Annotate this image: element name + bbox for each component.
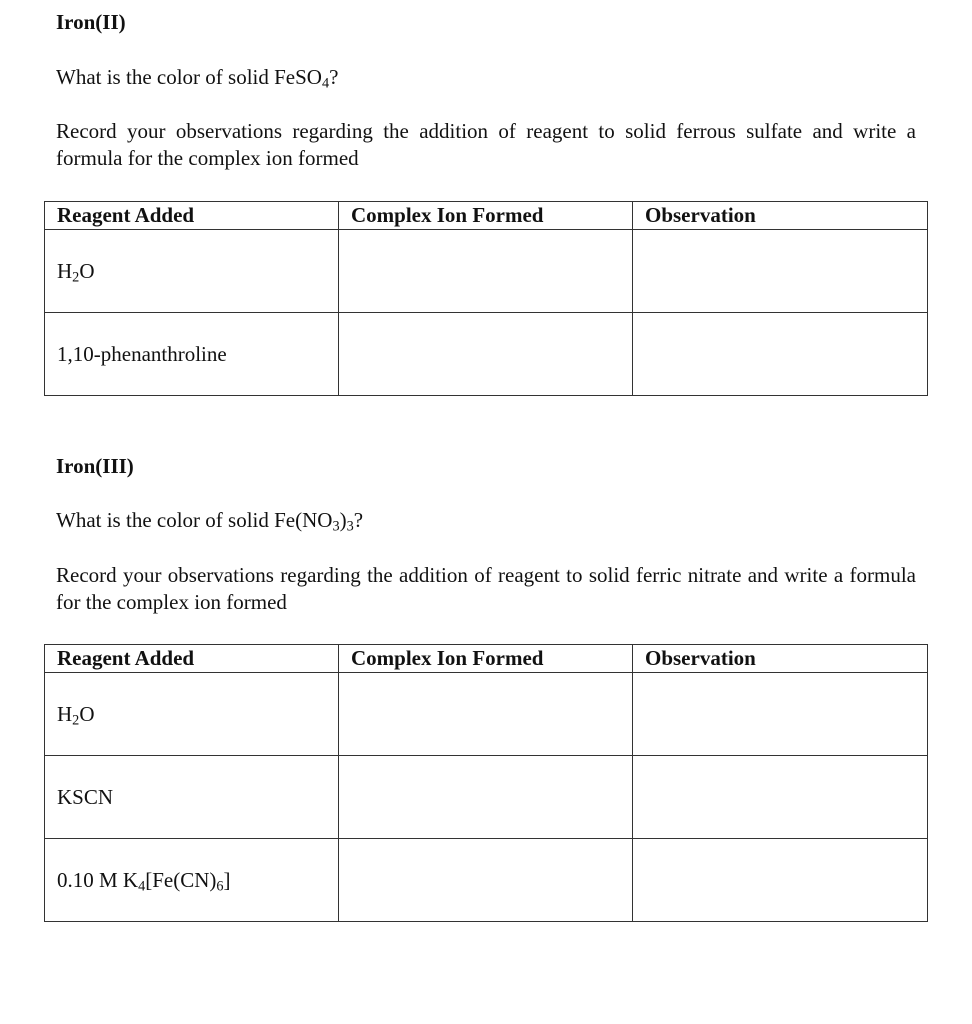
- observation-cell[interactable]: [633, 839, 928, 922]
- reagent-cell-ferrocyanide: 0.10 M $K_4[Fe(CN)_6]$: [45, 839, 339, 922]
- observation-table-iron-iii: [44, 644, 928, 922]
- header-reagent-added: Reagent Added: [45, 645, 339, 673]
- observation-cell[interactable]: [633, 673, 928, 756]
- observation-cell[interactable]: [633, 756, 928, 839]
- header-observation: Observation: [633, 202, 928, 230]
- complex-ion-cell[interactable]: [339, 839, 633, 922]
- observation-cell[interactable]: [633, 313, 928, 396]
- header-observation: Observation: [633, 645, 928, 673]
- complex-ion-cell[interactable]: [339, 673, 633, 756]
- table-row: [45, 313, 928, 396]
- complex-ion-cell[interactable]: [339, 756, 633, 839]
- header-reagent-added: Reagent Added: [45, 202, 339, 230]
- complex-ion-cell[interactable]: [339, 230, 633, 313]
- observation-table-iron-ii: [44, 201, 928, 396]
- table-header-row: [45, 202, 928, 230]
- table-row: [45, 673, 928, 756]
- question-color-feso4: What is the color of solid FeSO$_4$?: [56, 65, 339, 92]
- reagent-cell-h2o: $H_2O$: [45, 673, 339, 756]
- instructions-ferrous-sulfate: Record your observations regarding the addition of reagent to solid ferrous sulfate and write a formula for the complex ion formed: [56, 119, 916, 170]
- table-row: [45, 756, 928, 839]
- section-heading-iron-iii: Iron(III): [56, 454, 134, 478]
- section-heading-iron-ii: Iron(II): [56, 10, 126, 34]
- instructions-ferric-nitrate: Record your observations regarding the addition of reagent to solid ferric nitrate and write a formula for the complex ion formed: [56, 563, 916, 614]
- table-header-row: [45, 645, 928, 673]
- complex-ion-cell[interactable]: [339, 313, 633, 396]
- header-complex-ion-formed: Complex Ion Formed: [339, 202, 633, 230]
- table-row: [45, 230, 928, 313]
- observation-cell[interactable]: [633, 230, 928, 313]
- reagent-cell-kscn: KSCN: [45, 756, 339, 839]
- question-color-ferric-nitrate: What is the color of solid $Fe(NO_3)_3$?: [56, 508, 364, 535]
- reagent-cell-h2o: $H_2O$: [45, 230, 339, 313]
- header-complex-ion-formed: Complex Ion Formed: [339, 645, 633, 673]
- table-row: [45, 839, 928, 922]
- reagent-cell-phenanthroline: 1,10-phenanthroline: [45, 313, 339, 396]
